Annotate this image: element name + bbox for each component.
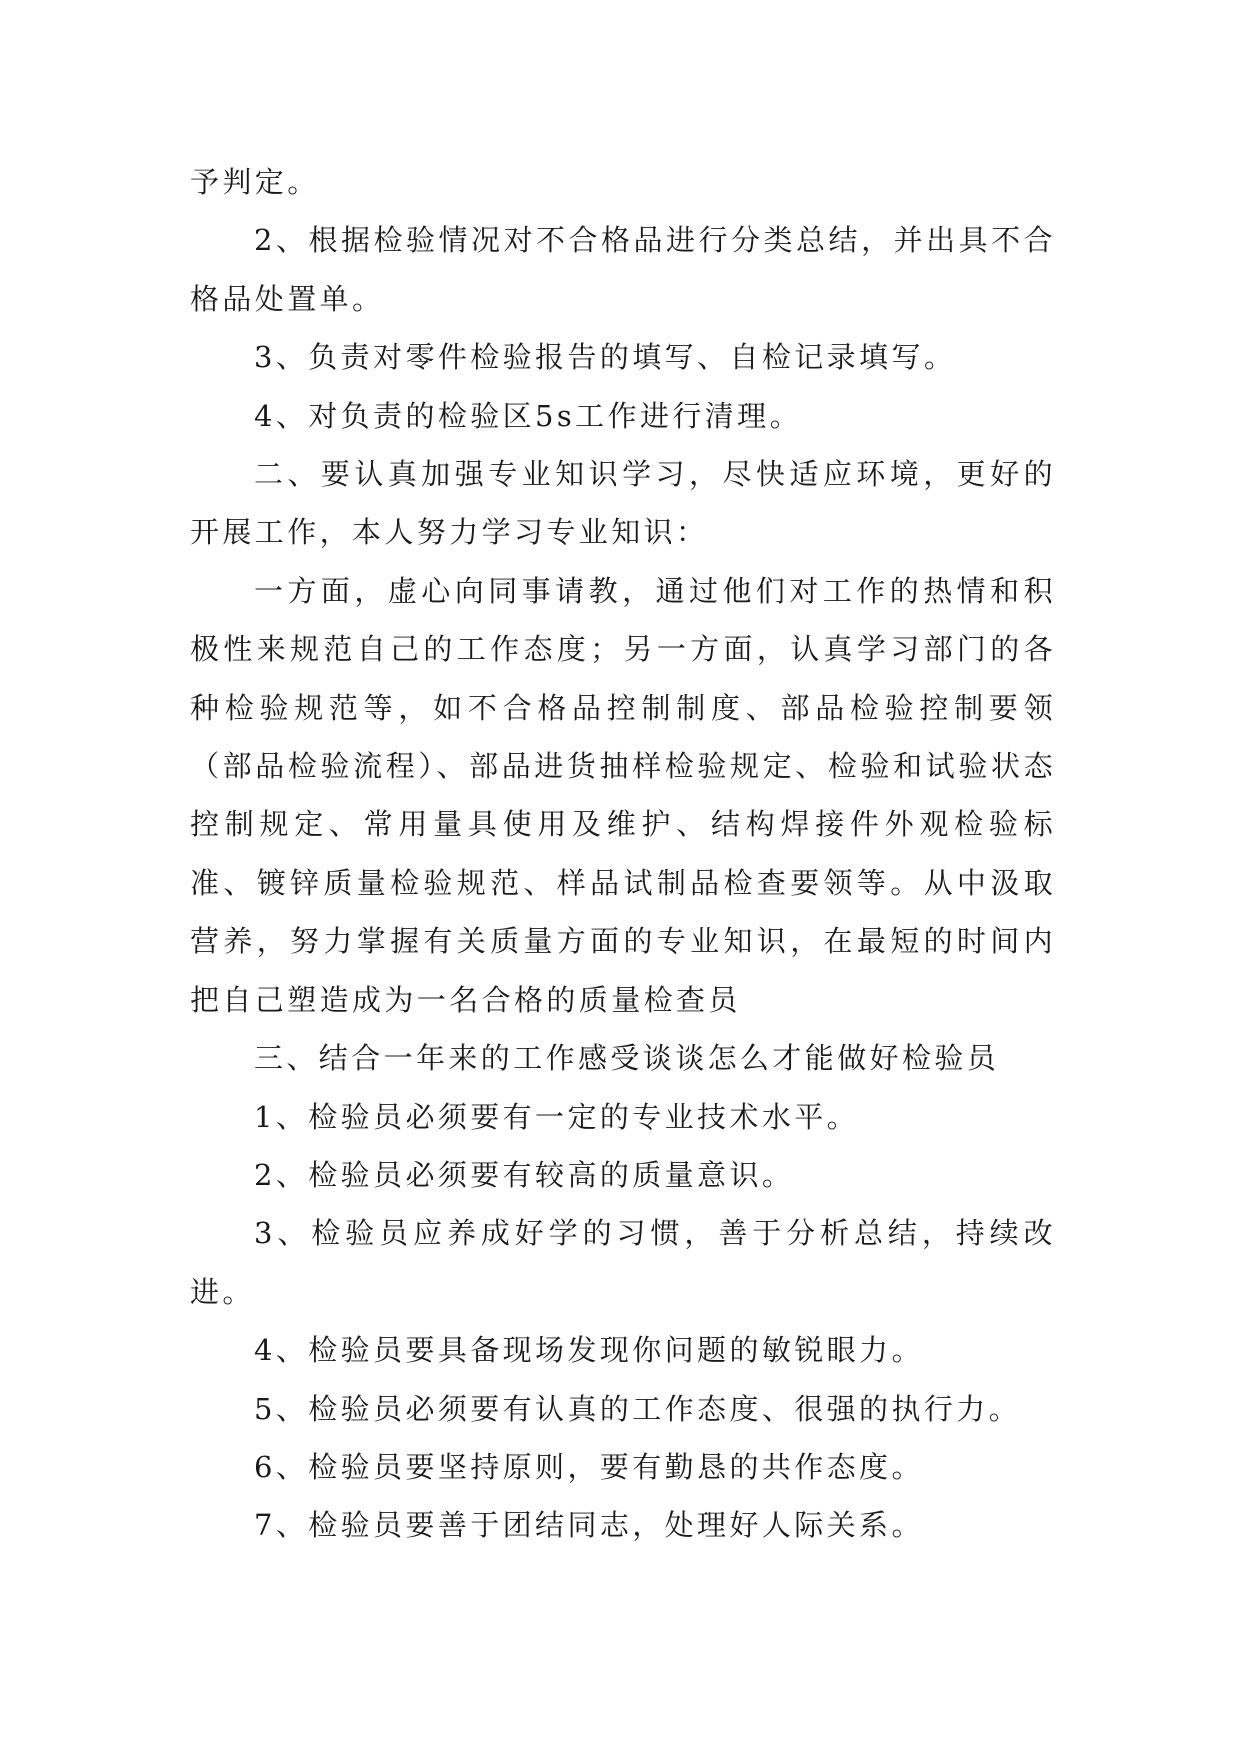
list-item-4: 4、检验员要具备现场发现你问题的敏锐眼力。	[254, 1333, 924, 1368]
list-item-1: 1、检验员必须要有一定的专业技术水平。	[254, 1099, 860, 1134]
paragraph-continuation: 予判定。	[190, 165, 320, 199]
document-body	[190, 153, 1056, 1555]
list-item-6: 6、检验员要坚持原则，要有勤恳的共作态度。	[254, 1449, 924, 1484]
list-item-3: 3、检验员应养成好学的习惯，善于分析总结，持续改进。	[190, 1216, 1056, 1309]
list-item-5: 5、检验员必须要有认真的工作态度、很强的执行力。	[254, 1391, 1022, 1426]
section-heading-three: 三、结合一年来的工作感受谈谈怎么才能做好检验员	[254, 1041, 1000, 1076]
list-item-2: 2、检验员必须要有较高的质量意识。	[254, 1157, 795, 1192]
paragraph-item-4: 4、对负责的检验区5s工作进行清理。	[254, 398, 802, 433]
list-item-7: 7、检验员要善于团结同志，处理好人际关系。	[254, 1508, 924, 1543]
paragraph-item-2: 2、根据检验情况对不合格品进行分类总结，并出具不合格品处置单。	[190, 223, 1056, 316]
paragraph-item-3: 3、负责对零件检验报告的填写、自检记录填写。	[254, 340, 957, 375]
paragraph-study: 一方面，虚心向同事请教，通过他们对工作的热情和积极性来规范自己的工作态度；另一方面，认真学习部门的各种检验规范等，如不合格品控制制度、部品检验控制要领（部品检验流程）、部品进货抽样检验规定、检验和试验状态控制规定、常用量具使用及维护、结构焊接件外观检验标准、镀锌质量检验规范、样品试制品检查要领等。从中汲取营养，努力掌握有关质量方面的专业知识，在最短的时间内把自己塑造成为一名合格的质量检查员	[190, 573, 1056, 1017]
section-heading-two: 二、要认真加强专业知识学习，尽快适应环境，更好的开展工作，本人努力学习专业知识：	[190, 457, 1056, 550]
